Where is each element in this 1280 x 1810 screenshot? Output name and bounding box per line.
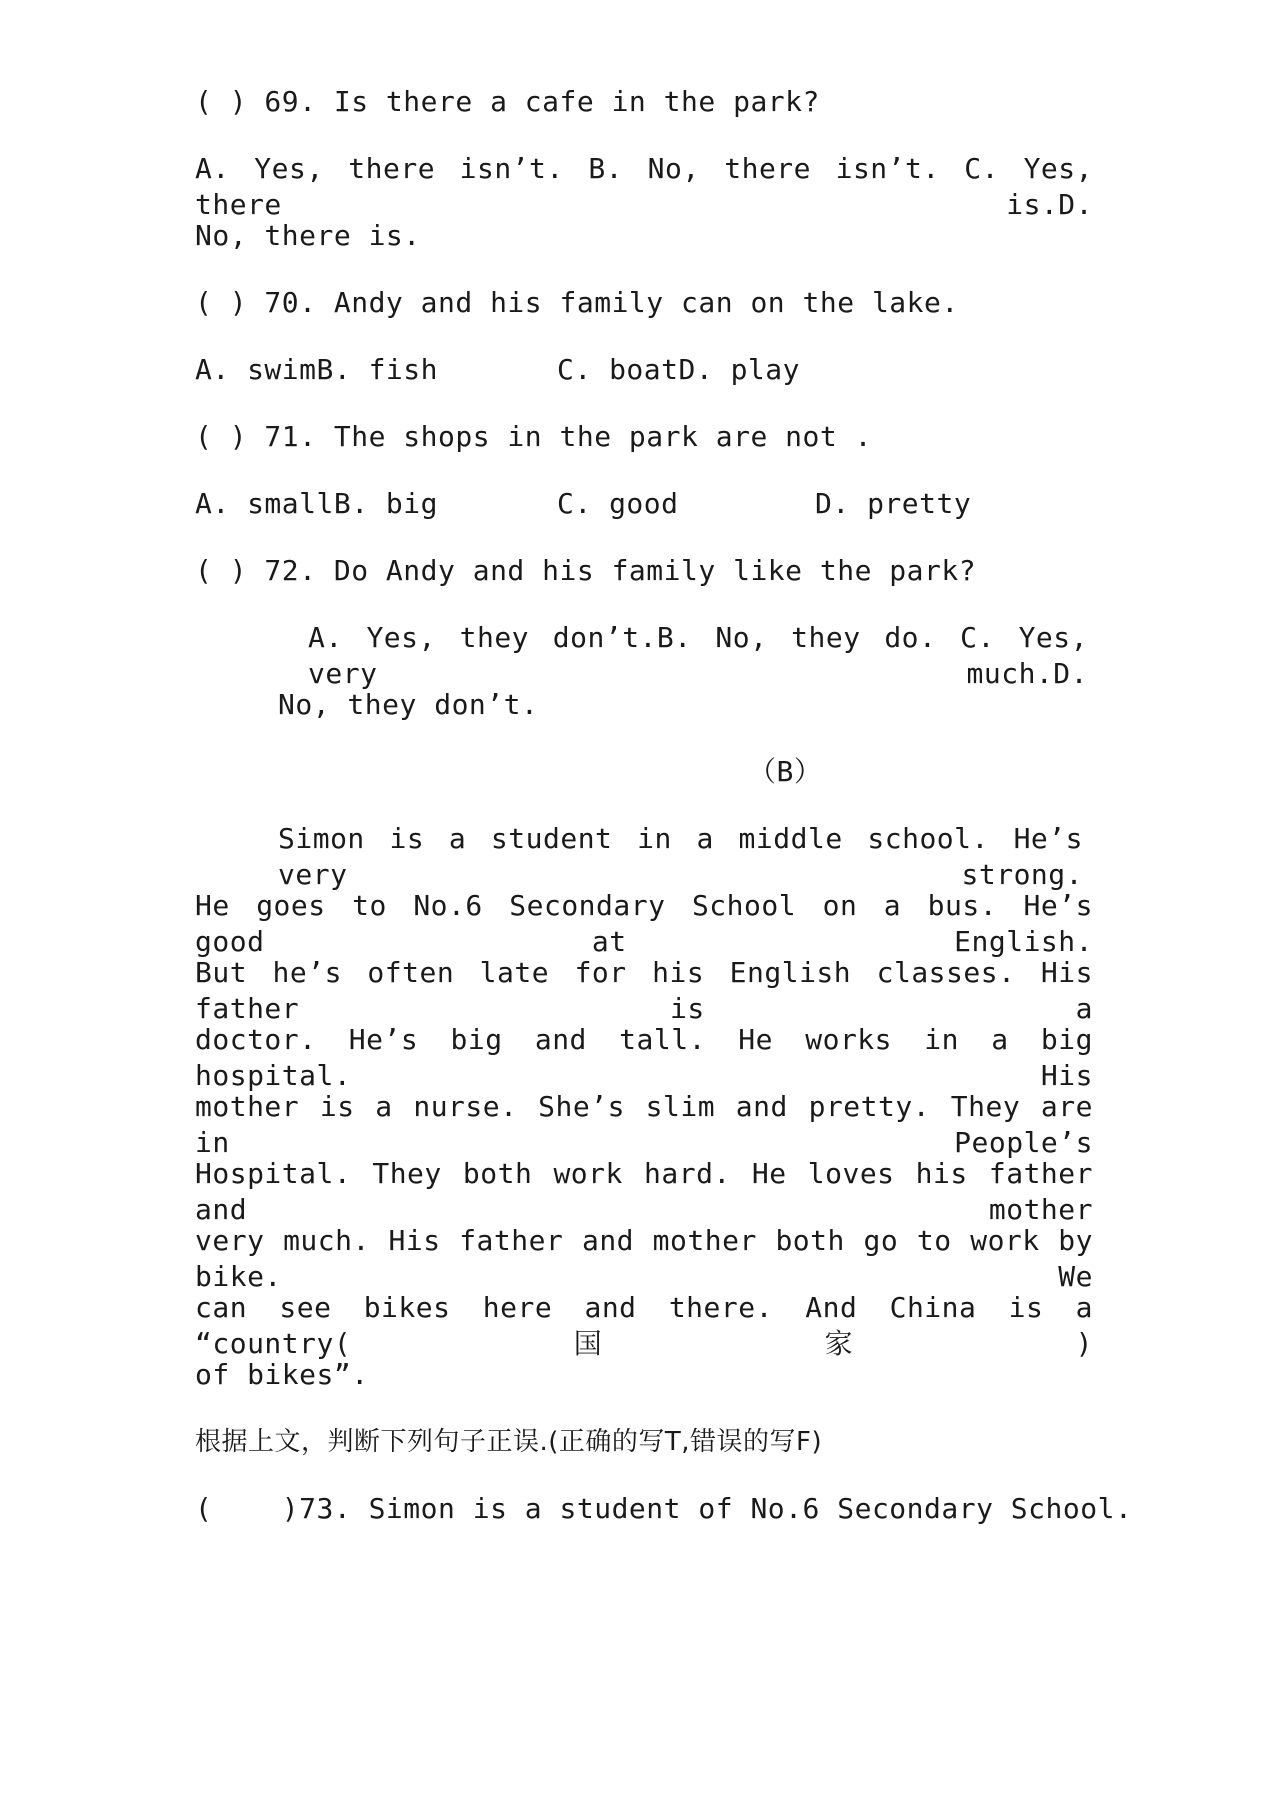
instruction-text: 根据上文，判断下列句子正误.(正确的写T,错误的写F) (195, 1427, 823, 1457)
question-72-options-line2: No, they don’t. (278, 688, 539, 721)
question-71-option-c: C. good (557, 487, 679, 520)
question-71-stem: ( ) 71. The shops in the park are not . (195, 420, 872, 453)
question-71-options (195, 486, 1093, 522)
question-72-stem: ( ) 72. Do Andy and his family like the park? (195, 554, 977, 587)
question-70-options (195, 352, 1093, 388)
passage-line: mother is a nurse. She’s slim and pretty. They are in People’s (195, 1090, 1093, 1159)
question-69-options-line2: No, there is. (195, 219, 421, 252)
question-73: ( )73. Simon is a student of No.6 Secondary School. (195, 1492, 1133, 1525)
passage-line: Hospital. They both work hard. He loves his father and mother (195, 1157, 1093, 1226)
question-70-stem: ( ) 70. Andy and his family can on the lake. (195, 286, 959, 319)
passage-line: of bikes”. (195, 1358, 369, 1391)
question-69-stem: ( ) 69. Is there a cafe in the park? (195, 85, 820, 118)
passage-line: doctor. He’s big and tall. He works in a big hospital. His (195, 1023, 1093, 1092)
passage-line: can see bikes here and there. And China is a “country(国家) (195, 1291, 1093, 1360)
section-b-heading: （B） (748, 755, 823, 788)
passage-line: He goes to No.6 Secondary School on a bus. He’s good at English. (195, 889, 1093, 958)
question-70-option-ab: A. swimB. fish (195, 353, 439, 386)
question-71-option-ab: A. smallB. big (195, 487, 439, 520)
question-72-options-line1: A. Yes, they don’t.B. No, they do. C. Yes, very much.D. (308, 621, 1088, 690)
passage-line: But he’s often late for his English classes. His father is a (195, 956, 1093, 1025)
question-71-option-d: D. pretty (815, 487, 972, 520)
question-69-options-line1: A. Yes, there isn’t. B. No, there isn’t. C. Yes, there is.D. (195, 152, 1093, 221)
question-70-option-cd: C. boatD. play (557, 353, 801, 386)
passage-line: very much. His father and mother both go to work by bike. We (195, 1224, 1093, 1293)
passage-line: Simon is a student in a middle school. He’s very strong. (278, 822, 1083, 891)
